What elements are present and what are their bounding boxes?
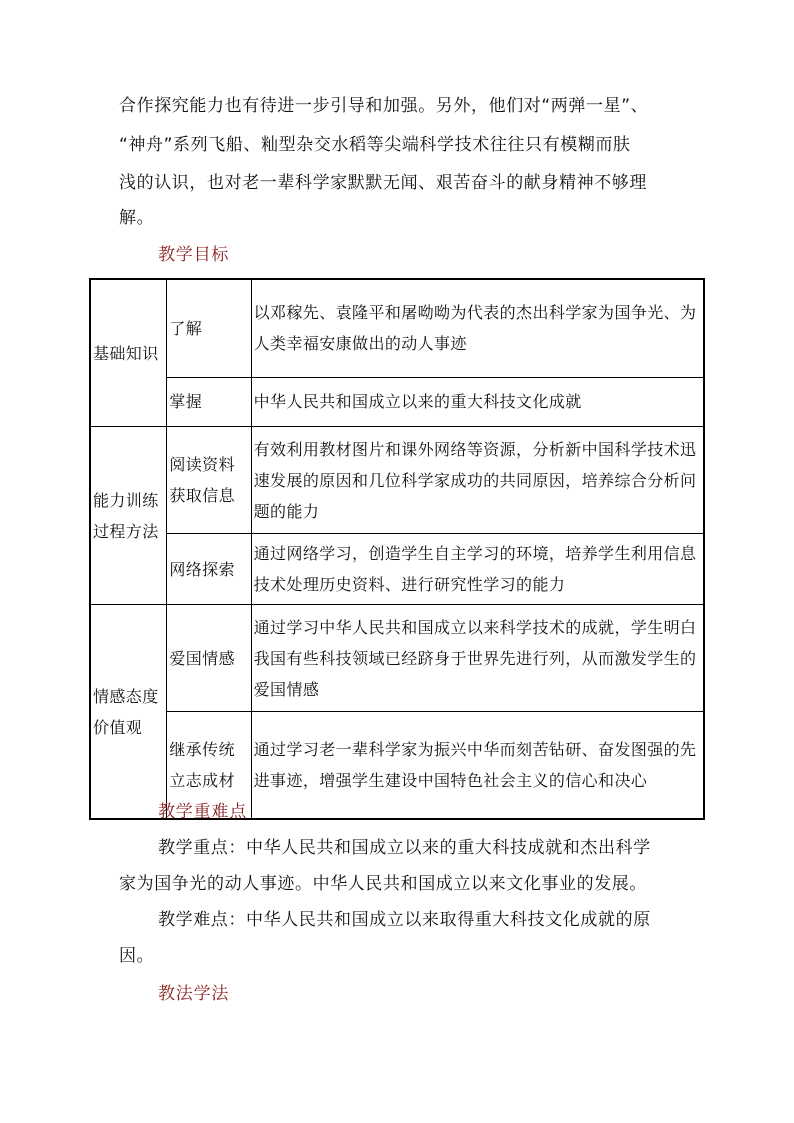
desc-tradition (251, 712, 704, 820)
sub-network (167, 534, 251, 605)
sub-master (167, 377, 251, 426)
desc-text: 中华人民共和国成立以来的重大科技文化成就 (253, 392, 582, 412)
desc-text: 以邓稼先、袁隆平和屠呦呦为代表的杰出科学家为国争光、为人类幸福安康做出的动人事迹 (253, 303, 697, 354)
teaching-goals-table (89, 278, 705, 820)
desc-text: 有效利用教材图片和课外网络等资源，分析新中国科学技术迅速发展的原因和几位科学家成功的共同原因，培养综合分析问题的能力 (253, 439, 697, 521)
desc-text: 通过学习中华人民共和国成立以来科学技术的成就，学生明白我国有些科技领域已经跻身于世界先进行列，从而激发学生的爱国情感 (253, 617, 697, 699)
category-label: 基础知识 (93, 343, 159, 363)
table-row (90, 279, 704, 377)
desc-network (251, 534, 704, 605)
intro-line-2: “神舟”系列飞船、籼型杂交水稻等尖端科学技术往往只有模糊而肤 (119, 135, 631, 155)
desc-text: 通过学习老一辈科学家为振兴中华而刻苦钻研、奋发图强的先进事迹，增强学生建设中国特色社会主义的信心和决心 (253, 740, 697, 790)
intro-line-1: 合作探究能力也有待进一步引导和加强。另外，他们对“两弹一星”、 (119, 96, 649, 116)
difficult-point-line-2: 因。 (119, 946, 155, 966)
goals-heading: 教学目标 (158, 245, 230, 265)
intro-line-3: 浅的认识，也对老一辈科学家默默无闻、艰苦奋斗的献身精神不够理 (119, 173, 647, 193)
sub-patriotism (167, 605, 251, 712)
sub-label: 继承传统立志成材 (169, 740, 235, 790)
desc-understand (251, 279, 704, 377)
sub-label: 网络探索 (169, 559, 235, 579)
sub-label: 爱国情感 (169, 648, 235, 668)
desc-master (251, 377, 704, 426)
sub-reading (167, 427, 251, 534)
focus-heading: 教学重难点 (158, 802, 247, 822)
desc-patriotism (251, 605, 704, 712)
methods-heading: 教法学法 (158, 984, 230, 1004)
desc-reading (251, 427, 704, 534)
table-row (90, 377, 704, 426)
sub-label: 了解 (169, 318, 203, 338)
key-point-line-2: 家为国争光的动人事迹。中华人民共和国成立以来文化事业的发展。 (119, 874, 647, 894)
sub-label: 掌握 (169, 392, 203, 412)
table-row (90, 534, 704, 605)
difficult-point-line-1: 教学难点：中华人民共和国成立以来取得重大科技文化成就的原 (158, 910, 651, 930)
key-point-line-1: 教学重点：中华人民共和国成立以来的重大科技成就和杰出科学 (158, 838, 651, 858)
category-label: 能力训练过程方法 (93, 490, 159, 541)
table-row (90, 427, 704, 534)
sub-understand (167, 279, 251, 377)
intro-line-4: 解。 (119, 208, 155, 228)
category-label: 情感态度价值观 (93, 686, 159, 737)
category-ability (90, 427, 167, 605)
sub-label: 阅读资料获取信息 (169, 455, 235, 505)
desc-text: 通过网络学习，创造学生自主学习的环境，培养学生利用信息技术处理历史资料、进行研究性学习的能力 (253, 544, 697, 594)
table-row (90, 605, 704, 712)
category-basic (90, 279, 167, 427)
category-emotion (90, 605, 167, 820)
